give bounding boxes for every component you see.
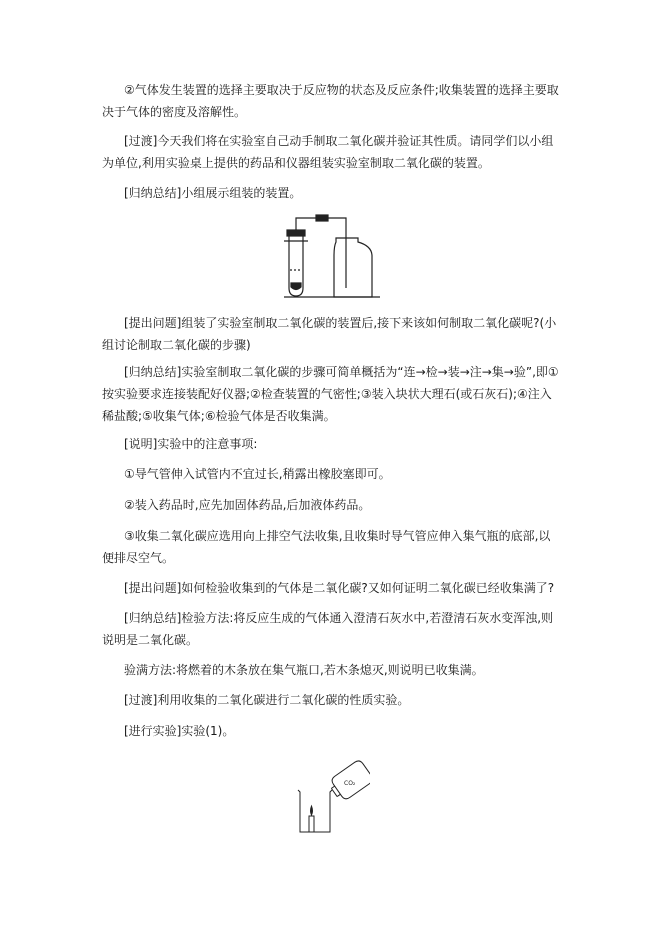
gas-collecting-bottle <box>334 238 372 297</box>
paragraph-note-3: ③收集二氧化碳应选用向上排空气法收集,且收集时导气管应伸入集气瓶的底部,以便排尽空气。 <box>102 529 551 565</box>
paragraph-full-check-method: 验满方法:将燃着的木条放在集气瓶口,若木条熄灭,则说明已收集满。 <box>124 663 484 677</box>
paragraph-test-method: [归纳总结]检验方法:将反应生成的气体通入澄清石灰水中,若澄清石灰水变浑浊,则说明是二氧化碳。 <box>102 611 554 647</box>
paragraph-gas-apparatus-selection: ②气体发生装置的选择主要取决于反应物的状态及反应条件;收集装置的选择主要取决于气体的密度及溶解性。 <box>102 83 559 119</box>
paragraph-experiment-1: [进行实验]实验(1)。 <box>124 724 235 738</box>
beaker <box>298 790 332 832</box>
co2-pouring-diagram <box>294 760 370 836</box>
paragraph-summary-1: [归纳总结]小组展示组装的装置。 <box>124 186 302 200</box>
paragraph-question-2: [提出问题]如何检验收集到的气体是二氧化碳?又如何证明二氧化碳已经收集满了? <box>124 581 555 595</box>
paragraph-note-1: ①导气管伸入试管内不宜过长,稍露出橡胶塞即可。 <box>124 467 391 481</box>
paragraph-transition-2: [过渡]利用收集的二氧化碳进行二氧化碳的性质实验。 <box>124 693 410 707</box>
marble-chips <box>291 283 301 290</box>
co2-apparatus-diagram <box>282 208 382 300</box>
candle-flame <box>311 806 313 815</box>
paragraph-transition-1: [过渡]今天我们将在实验室自己动手制取二氧化碳并验证其性质。请同学们以小组为单位,利用实验桌上提供的药品和仪器组装实验室制取二氧化碳的装置。 <box>102 134 554 170</box>
paragraph-question-1: [提出问题]组装了实验室制取二氧化碳的装置后,接下来该如何制取二氧化碳呢?(小组讨论制取二氧化碳的步骤) <box>102 316 557 352</box>
paragraph-note-2: ②装入药品时,应先加固体药品,后加液体药品。 <box>124 498 371 512</box>
tube-connector <box>316 215 328 221</box>
candle <box>309 816 314 832</box>
rubber-stopper <box>287 230 305 236</box>
paragraph-notes-heading: [说明]实验中的注意事项: <box>124 437 258 451</box>
co2-bottle-label: CO₂ <box>344 780 356 787</box>
paragraph-summary-steps: [归纳总结]实验室制取二氧化碳的步骤可简单概括为“连→检→装→注→集→验”,即①按实验要求连接装配好仪器;②检查装置的气密性;③装入块状大理石(或石灰石);④注入稀盐酸;⑤收集气体;⑥检验气体是否收集满。 <box>102 365 559 423</box>
